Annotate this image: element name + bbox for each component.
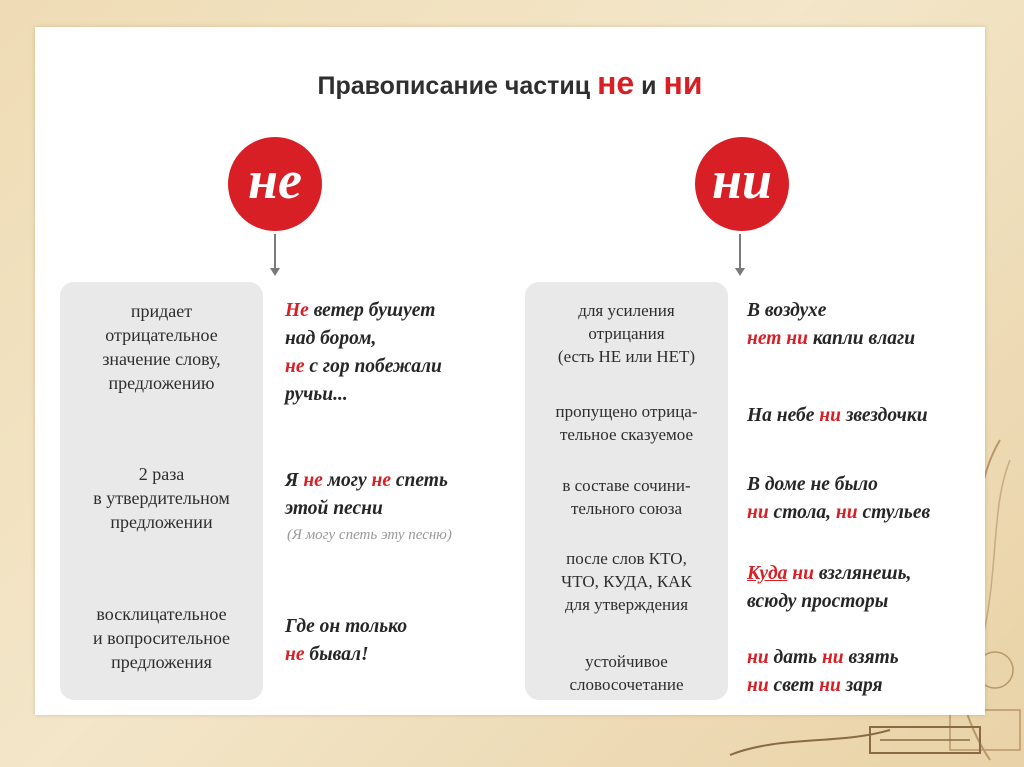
- ne-example-2: [285, 467, 448, 523]
- rule-line: словосочетание: [569, 675, 684, 694]
- highlight-particle: не: [371, 470, 391, 491]
- ni-example-1: [747, 297, 915, 353]
- rule-line: отрицания: [588, 324, 665, 343]
- example-line: всюду просторы: [747, 591, 889, 612]
- example-line: [747, 644, 899, 672]
- example-line: [747, 560, 911, 588]
- highlight-particle: нет ни: [747, 328, 808, 349]
- example-text: стульев: [857, 502, 931, 523]
- example-text: спеть: [391, 470, 448, 491]
- highlight-particle: ни: [821, 647, 844, 668]
- rule-line: значение слову,: [102, 349, 221, 369]
- highlight-particle: не: [285, 356, 305, 377]
- example-text: ветер бушует: [308, 300, 436, 321]
- rule-line: восклицательное: [96, 604, 227, 624]
- rules-card: [35, 27, 985, 715]
- rule-line: и вопросительное: [92, 628, 231, 648]
- example-text: могу: [322, 470, 372, 491]
- highlight-particle: ни: [747, 647, 769, 668]
- rule-line: тельное сказуемое: [559, 425, 694, 444]
- ne-example-2-hint: (Я могу спеть эту песню): [287, 527, 452, 543]
- example-text: взглянешь,: [813, 563, 912, 584]
- rule-line: предложению: [108, 373, 215, 393]
- example-text: Я: [285, 470, 304, 491]
- example-line: [285, 641, 407, 669]
- example-line: [747, 325, 915, 353]
- title-particle-ne: не: [597, 65, 635, 101]
- ni-rule-5: [525, 650, 728, 696]
- example-text: дать: [768, 647, 822, 668]
- example-line: Где он только: [285, 616, 408, 637]
- ni-rule-3: [525, 474, 728, 520]
- ni-example-5: [747, 644, 899, 700]
- example-line: [285, 467, 448, 495]
- example-text: бывал!: [304, 644, 369, 665]
- highlight-particle: ни: [819, 675, 841, 696]
- rule-line: придает: [130, 301, 193, 321]
- example-line: [747, 672, 899, 700]
- ni-rule-2: [525, 400, 728, 446]
- example-line: этой песни: [285, 498, 383, 519]
- highlight-particle: ни: [819, 405, 841, 426]
- rule-line: (есть НЕ или НЕТ): [557, 347, 696, 366]
- rule-line: ЧТО, КУДА, КАК: [561, 572, 692, 591]
- highlight-particle: ни: [835, 502, 858, 523]
- ni-rule-4: [525, 547, 728, 616]
- ni-rule-1: [525, 299, 728, 368]
- example-line: В доме не было: [747, 474, 878, 495]
- highlight-particle: ни: [747, 502, 769, 523]
- ne-rule-2: [60, 462, 263, 534]
- title-particle-ni: ни: [663, 65, 703, 101]
- rule-line: в составе сочини-: [562, 476, 691, 495]
- example-text: стола,: [768, 502, 836, 523]
- example-line: ручьи...: [285, 384, 348, 405]
- example-line: над бором,: [285, 328, 377, 349]
- ni-down-arrow-icon: [739, 234, 741, 270]
- rule-line: в утвердительном: [93, 488, 230, 508]
- example-line: [747, 402, 928, 430]
- title-and: и: [641, 72, 657, 100]
- highlight-particle: не: [303, 470, 323, 491]
- rule-line: для утверждения: [564, 595, 689, 614]
- ni-circle-badge: ни: [695, 137, 789, 231]
- ne-rule-3: [60, 602, 263, 674]
- page-title: [35, 65, 985, 102]
- example-text: заря: [840, 675, 883, 696]
- ne-down-arrow-icon: [274, 234, 276, 270]
- ni-example-4: [747, 560, 911, 616]
- highlight-particle: ни: [792, 563, 814, 584]
- example-text: с гор побежали: [304, 356, 442, 377]
- example-text: взять: [843, 647, 899, 668]
- ni-example-2: [747, 402, 928, 430]
- book-sketch-decoration: [720, 715, 1024, 767]
- example-text: свет: [768, 675, 820, 696]
- ne-rule-1: [60, 299, 263, 395]
- example-text: капли влаги: [807, 328, 916, 349]
- rule-line: предложении: [110, 512, 213, 532]
- ne-example-1: [285, 297, 442, 409]
- rule-line: предложения: [111, 652, 212, 672]
- example-line: В воздухе: [747, 300, 827, 321]
- rule-line: пропущено отрица-: [555, 402, 698, 421]
- rule-line: 2 раза: [138, 464, 185, 484]
- highlight-particle: не: [285, 644, 305, 665]
- example-text: звездочки: [840, 405, 928, 426]
- highlight-particle: Не: [285, 300, 309, 321]
- rule-line: устойчивое: [585, 652, 668, 671]
- title-text: Правописание частиц: [317, 72, 591, 100]
- rule-line: отрицательное: [105, 325, 218, 345]
- rule-line: тельного союза: [570, 499, 683, 518]
- rule-line: после слов КТО,: [566, 549, 687, 568]
- example-line: [285, 297, 442, 325]
- highlight-particle: ни: [747, 675, 769, 696]
- rule-line: для усиления: [578, 301, 675, 320]
- highlight-word: Куда: [747, 563, 788, 584]
- example-line: [285, 353, 442, 381]
- example-text: На небе: [747, 405, 820, 426]
- ne-example-3: [285, 613, 407, 669]
- ne-circle-badge: не: [228, 137, 322, 231]
- ni-example-3: [747, 471, 930, 527]
- example-line: [747, 499, 930, 527]
